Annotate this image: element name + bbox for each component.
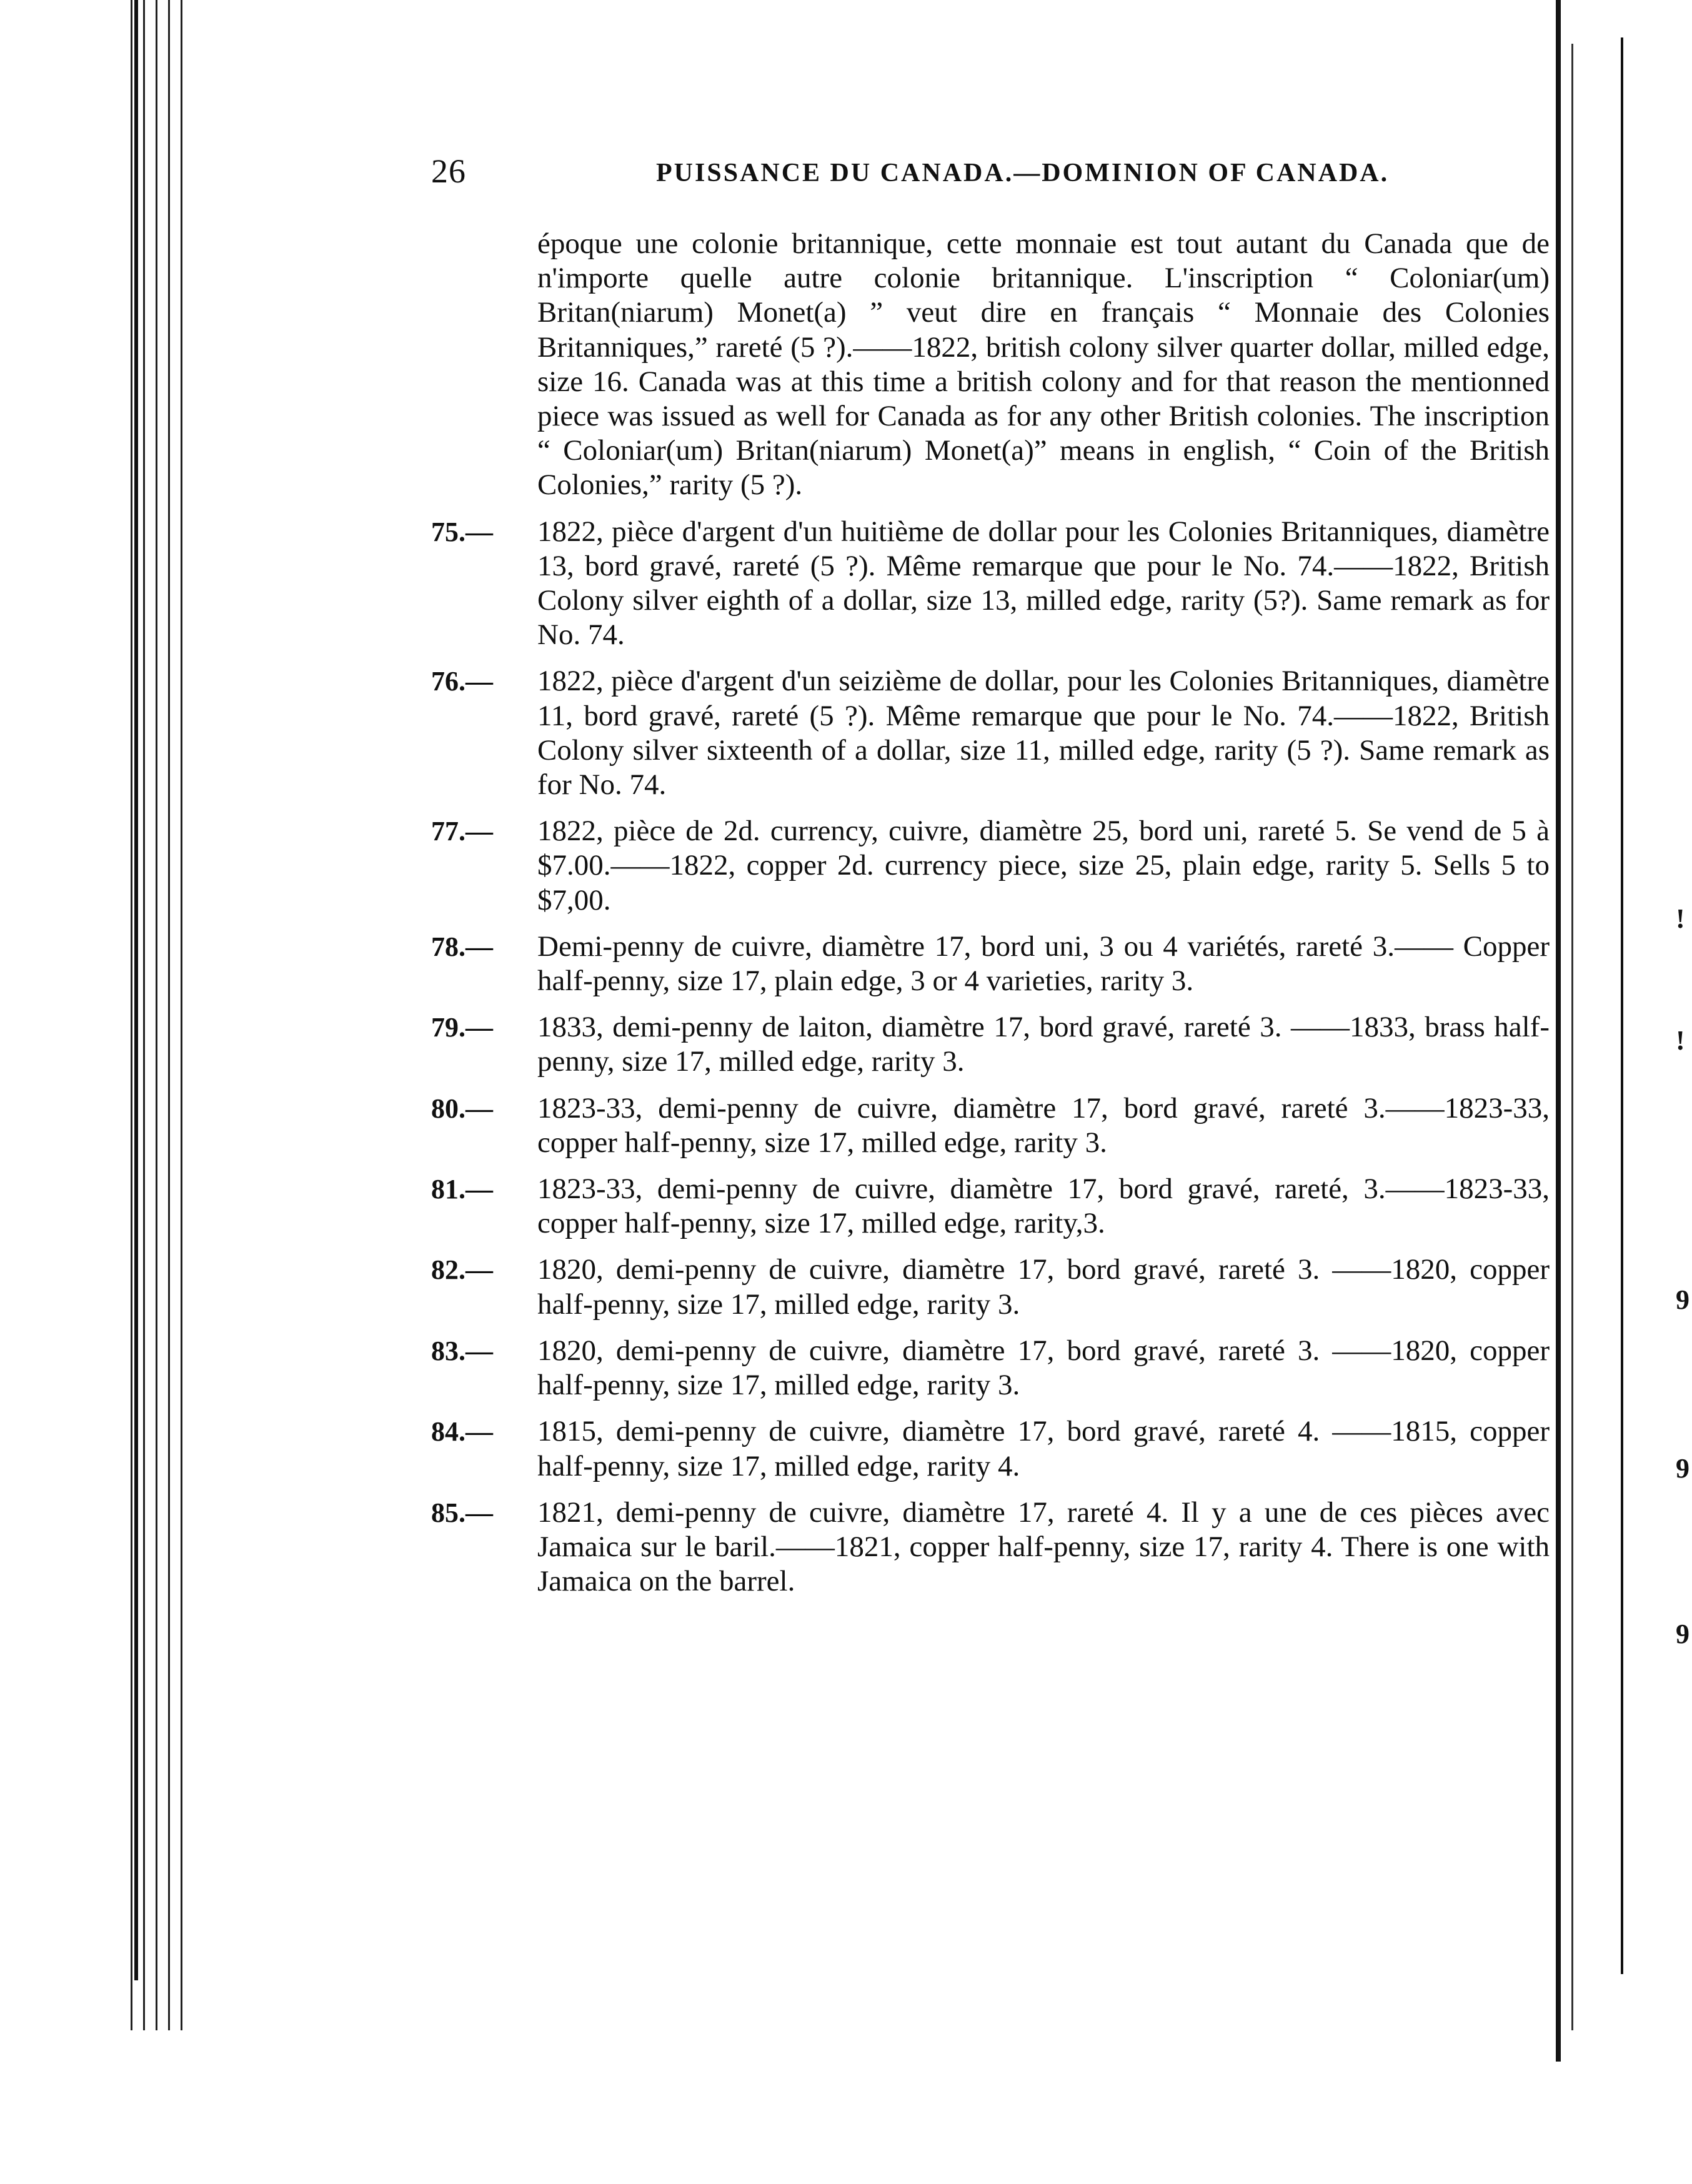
entry-description: 1820, demi-penny de cuivre, diamètre 17, bord gravé, rareté 3. ——1820, copper half-penny, size 17, milled edge, rarity 3. <box>537 1253 1550 1321</box>
entry-number: 84.— <box>431 1416 493 1447</box>
entry-description: 1822, pièce d'argent d'un huitième de dollar pour les Colonies Britanniques, diamètre 13, bord gravé, rareté (5 ?). Même remarque que pour le No. 74.——1822, British Colony silver eighth of a dollar, size 13, milled edge, rarity (5?). Same remark as for No. 74. <box>537 515 1550 652</box>
entry-number: 78.— <box>431 931 493 962</box>
page-body <box>431 227 1550 1611</box>
catalog-entry-80 <box>431 1091 1550 1160</box>
catalog-entry-75 <box>431 515 1550 653</box>
catalog-entry-84 <box>431 1414 1550 1483</box>
entry-description: 1815, demi-penny de cuivre, diamètre 17, bord gravé, rareté 4. ——1815, copper half-penny, size 17, milled edge, rarity 4. <box>537 1415 1550 1482</box>
facing-page-fragment: 9 <box>1676 1619 1690 1649</box>
entry-number: 80.— <box>431 1093 493 1124</box>
entry-description: Demi-penny de cuivre, diamètre 17, bord uni, 3 ou 4 variétés, rareté 3.—— Copper half-penny, size 17, plain edge, 3 or 4 varieties, rarity 3. <box>537 930 1550 998</box>
gutter-shadow-line <box>1571 44 1573 2030</box>
catalog-entry-83 <box>431 1334 1550 1402</box>
facing-page-edge <box>1621 37 1623 1974</box>
gutter-line <box>1556 0 1561 2062</box>
catalog-entry-77 <box>431 814 1550 918</box>
entry-number: 81.— <box>431 1174 493 1205</box>
book-page <box>431 147 1550 1983</box>
facing-page-fragment: 9 <box>1676 1284 1690 1315</box>
catalog-entry-76 <box>431 664 1550 802</box>
entry-number: 77.— <box>431 816 493 847</box>
facing-page-fragment: ! <box>1676 1025 1685 1056</box>
page-number: 26 <box>431 152 466 190</box>
continued-paragraph: époque une colonie britannique, cette monnaie est tout autant du Canada que de n'importe quelle autre colonie britannique. L'inscription “ Coloniar(um) Britan(niarum) Monet(a) ” veut dire en français “ Monnaie des Colonies Britanniques,” rareté (5 ?).——1822, british colony silver quarter dollar, milled edge, size 16. Canada was at this time a british colony and for that reason the mentionned piece was issued as well for Canada as for any other British colonies. The inscription “ Coloniar(um) Britan(niarum) Monet(a)” means in english, “ Coin of the British Colonies,” rarity (5 ?). <box>537 227 1550 502</box>
facing-page-fragment: ! <box>1676 903 1685 934</box>
entry-number: 83.— <box>431 1335 493 1366</box>
facing-page-fragment: 9 <box>1676 1453 1690 1484</box>
running-head-title: PUISSANCE DU CANADA.—DOMINION OF CANADA. <box>656 159 1390 187</box>
entry-number: 85.— <box>431 1497 493 1528</box>
entry-number: 79.— <box>431 1012 493 1043</box>
entry-description: 1822, pièce de 2d. currency, cuivre, diamètre 25, bord uni, rareté 5. Se vend de 5 à $7.00.——1822, copper 2d. currency piece, size 25, plain edge, rarity 5. Sells 5 to $7,00. <box>537 815 1550 916</box>
entry-description: 1823-33, demi-penny de cuivre, diamètre 17, bord gravé, rareté, 3.——1823-33, copper half-penny, size 17, milled edge, rarity,3. <box>537 1173 1550 1240</box>
entry-description: 1821, demi-penny de cuivre, diamètre 17, rareté 4. Il y a une de ces pièces avec Jamaica sur le baril.——1821, copper half-penny, size 17, rarity 4. There is one with Jamaica on the barrel. <box>537 1496 1550 1598</box>
entry-number: 75.— <box>431 516 493 547</box>
running-head <box>431 147 1550 197</box>
entry-number: 82.— <box>431 1254 493 1286</box>
entry-description: 1820, demi-penny de cuivre, diamètre 17, bord gravé, rareté 3. ——1820, copper half-penny, size 17, milled edge, rarity 3. <box>537 1334 1550 1402</box>
catalog-entry-78 <box>431 930 1550 998</box>
entry-description: 1833, demi-penny de laiton, diamètre 17, bord gravé, rareté 3. ——1833, brass half-penny, size 17, milled edge, rarity 3. <box>537 1011 1550 1078</box>
catalog-entry-81 <box>431 1172 1550 1241</box>
catalog-entry-79 <box>431 1010 1550 1079</box>
book-edge-line <box>134 0 138 1980</box>
catalog-entry-85 <box>431 1496 1550 1599</box>
entry-description: 1822, pièce d'argent d'un seizième de dollar, pour les Colonies Britanniques, diamètre 11, bord gravé, rareté (5 ?). Même remarque que pour le No. 74.——1822, British Colony silver sixteenth of a dollar, size 11, milled edge, rarity (5 ?). Same remark as for No. 74. <box>537 665 1550 802</box>
entry-number: 76.— <box>431 666 493 697</box>
entry-description: 1823-33, demi-penny de cuivre, diamètre 17, bord gravé, rareté 3.——1823-33, copper half-penny, size 17, milled edge, rarity 3. <box>537 1091 1550 1159</box>
catalog-entry-82 <box>431 1253 1550 1321</box>
